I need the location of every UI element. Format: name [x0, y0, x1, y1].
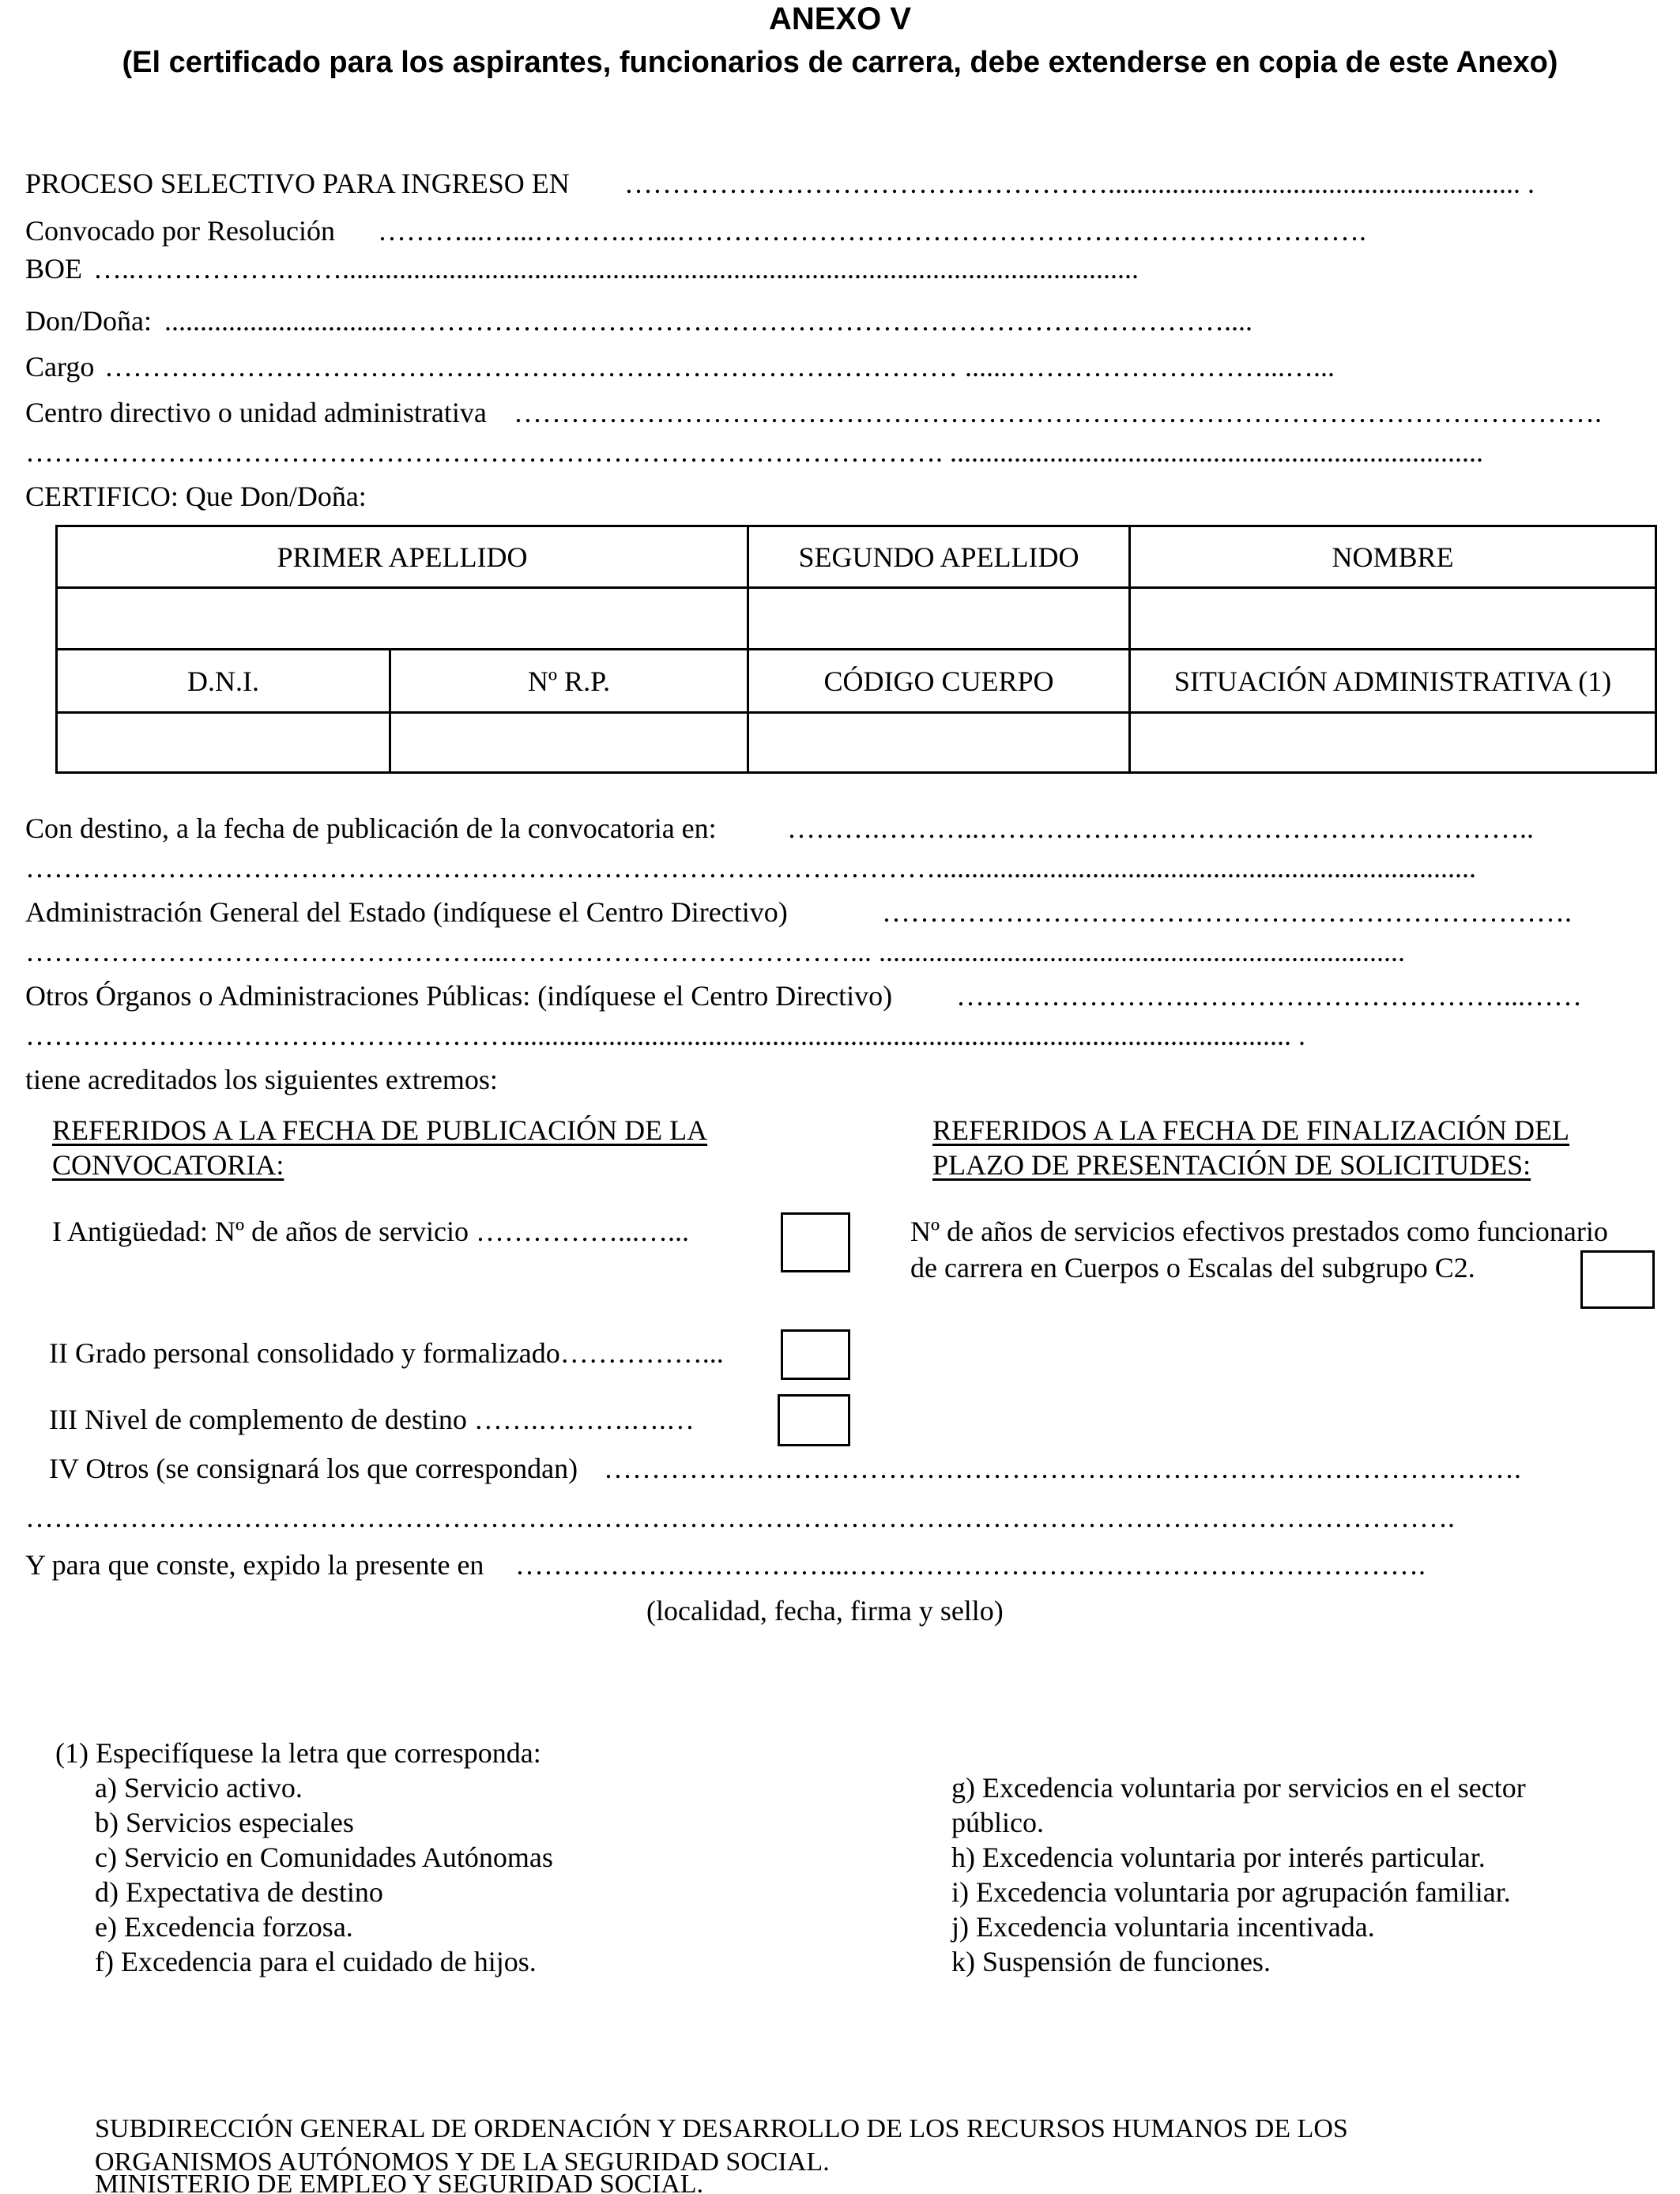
cargo-label: Cargo	[25, 351, 95, 383]
antiguedad-box[interactable]	[781, 1212, 850, 1272]
centro-label: Centro directivo o unidad administrativa	[25, 397, 487, 428]
header-situacion-administrativa: SITUACIÓN ADMINISTRATIVA (1)	[1130, 650, 1656, 713]
personal-data-table	[55, 525, 1657, 774]
input-codigo-cuerpo[interactable]	[748, 713, 1130, 773]
right-servicios-line2: de carrera en Cuerpos o Escalas del subgrupo C2.	[910, 1252, 1475, 1284]
page-subtitle: (El certificado para los aspirantes, funcionarios de carrera, debe extenderse en copia de este Anexo)	[122, 46, 1558, 79]
otros-organos-label: Otros Órganos o Administraciones Públicas: (indíquese el Centro Directivo)	[25, 980, 893, 1012]
footnote-f: f) Excedencia para el cuidado de hijos.	[95, 1946, 537, 1977]
con-destino-label: Con destino, a la fecha de publicación de la convocatoria en:	[25, 812, 717, 844]
otros-field[interactable]: …………………………………………………………………………………….	[604, 1453, 1521, 1484]
header-nombre: NOMBRE	[1130, 526, 1656, 588]
footer-line2: ORGANISMOS AUTÓNOMOS Y DE LA SEGURIDAD SOCIAL.	[95, 2147, 830, 2177]
footer-line1: SUBDIRECCIÓN GENERAL DE ORDENACIÓN Y DESARROLLO DE LOS RECURSOS HUMANOS DE LOS	[95, 2114, 1348, 2143]
right-heading-line1: REFERIDOS A LA FECHA DE FINALIZACIÓN DEL	[932, 1114, 1570, 1146]
header-segundo-apellido: SEGUNDO APELLIDO	[748, 526, 1130, 588]
otros-organos-field-line2[interactable]: …………………………………………….............................................................................................................. .	[25, 1020, 1305, 1051]
input-dni[interactable]	[57, 713, 390, 773]
input-situacion-administrativa[interactable]	[1130, 713, 1656, 773]
input-segundo-apellido[interactable]	[748, 588, 1130, 650]
convocado-label: Convocado por Resolución	[25, 215, 335, 247]
servicios-efectivos-box[interactable]	[1580, 1250, 1655, 1309]
footnote-c: c) Servicio en Comunidades Autónomas	[95, 1842, 553, 1873]
age-label: Administración General del Estado (indíquese el Centro Directivo)	[25, 896, 788, 928]
page-title: ANEXO V	[768, 2, 912, 36]
input-nombre[interactable]	[1130, 588, 1656, 650]
antiguedad-label: I Antigüedad: Nº de años de servicio ……………...…...	[52, 1216, 690, 1247]
grado-box[interactable]	[781, 1329, 850, 1380]
con-destino-field-line2[interactable]: ……………………………………………………………………………………............................................................................	[25, 852, 1476, 884]
header-primer-apellido: PRIMER APELLIDO	[57, 526, 748, 588]
localidad-caption: (localidad, fecha, firma y sello)	[646, 1595, 1004, 1627]
boe-label: BOE	[25, 253, 82, 285]
footnote-title: (1) Especifíquese la letra que corresponda:	[55, 1737, 541, 1769]
centro-field[interactable]: …………………………………………………………………………………………………….	[514, 397, 1602, 428]
cargo-field[interactable]: ……………………………………………………………………………… ......………………………...…...	[104, 351, 1335, 383]
right-heading-line2: PLAZO DE PRESENTACIÓN DE SOLICITUDES:	[932, 1149, 1531, 1181]
otros-field-line2[interactable]: …………………………………………………………………………………………………………………………………….	[25, 1502, 1455, 1533]
footnote-e: e) Excedencia forzosa.	[95, 1911, 353, 1943]
footnote-h: h) Excedencia voluntaria por interés particular.	[951, 1842, 1486, 1873]
centro-field-line2[interactable]: ……………………………………………………………………………………. ...........................................................................	[25, 436, 1483, 468]
header-nrp: Nº R.P.	[390, 650, 748, 713]
nivel-label: III Nivel de complemento de destino …….……….….…	[49, 1404, 695, 1435]
footnote-d: d) Expectativa de destino	[95, 1876, 383, 1908]
age-field-line2[interactable]: …………………………………………....………………………………... ..........................................................................	[25, 936, 1405, 967]
left-heading-line1: REFERIDOS A LA FECHA DE PUBLICACIÓN DE LA	[52, 1114, 708, 1146]
header-codigo-cuerpo: CÓDIGO CUERPO	[748, 650, 1130, 713]
con-destino-field[interactable]: ……….………..…………………………………………………..	[787, 812, 1534, 844]
proceso-label: PROCESO SELECTIVO PARA INGRESO EN	[25, 168, 570, 199]
left-heading-line2: CONVOCATORIA:	[52, 1149, 284, 1181]
don-field[interactable]: .................................……………………………………………………………………………....	[164, 305, 1252, 337]
footnote-g: g) Excedencia voluntaria por servicios en el sector	[951, 1772, 1526, 1804]
footnote-k: k) Suspensión de funciones.	[951, 1946, 1271, 1977]
footnote-b: b) Servicios especiales	[95, 1807, 354, 1838]
footnote-i: i) Excedencia voluntaria por agrupación familiar.	[951, 1876, 1511, 1908]
age-field[interactable]: ……………………………………………………………….	[882, 896, 1572, 928]
proceso-field[interactable]: …………………………………………….......................................................... .	[624, 168, 1535, 199]
otros-label: IV Otros (se consignará los que correspondan)	[49, 1453, 578, 1484]
input-primer-apellido[interactable]	[57, 588, 748, 650]
footnote-a: a) Servicio activo.	[95, 1772, 303, 1804]
footnote-j: j) Excedencia voluntaria incentivada.	[951, 1911, 1375, 1943]
input-nrp[interactable]	[390, 713, 748, 773]
footnote-g-cont: público.	[951, 1807, 1044, 1838]
conste-label: Y para que conste, expido la presente en	[25, 1549, 484, 1581]
nivel-box[interactable]	[778, 1394, 850, 1446]
otros-organos-field[interactable]: …………………….……………………………...……	[956, 980, 1582, 1012]
convocado-field[interactable]: ………...…...……….…...……………………………………………………………….	[378, 215, 1366, 247]
tiene-acreditados-label: tiene acreditados los siguientes extremos:	[25, 1064, 498, 1095]
don-label: Don/Doña:	[25, 305, 152, 337]
conste-field[interactable]: ……………………………...…………………………………………………….	[515, 1549, 1426, 1581]
grado-label: II Grado personal consolidado y formalizado……………...	[49, 1337, 724, 1369]
right-servicios-line1: Nº de años de servicios efectivos prestados como funcionario	[910, 1216, 1608, 1247]
boe-field[interactable]: …..…………….……................................................................................................................	[93, 253, 1139, 285]
header-dni: D.N.I.	[57, 650, 390, 713]
certifico-label: CERTIFICO: Que Don/Doña:	[25, 481, 367, 512]
footer-line3: MINISTERIO DE EMPLEO Y SEGURIDAD SOCIAL.	[95, 2175, 704, 2194]
